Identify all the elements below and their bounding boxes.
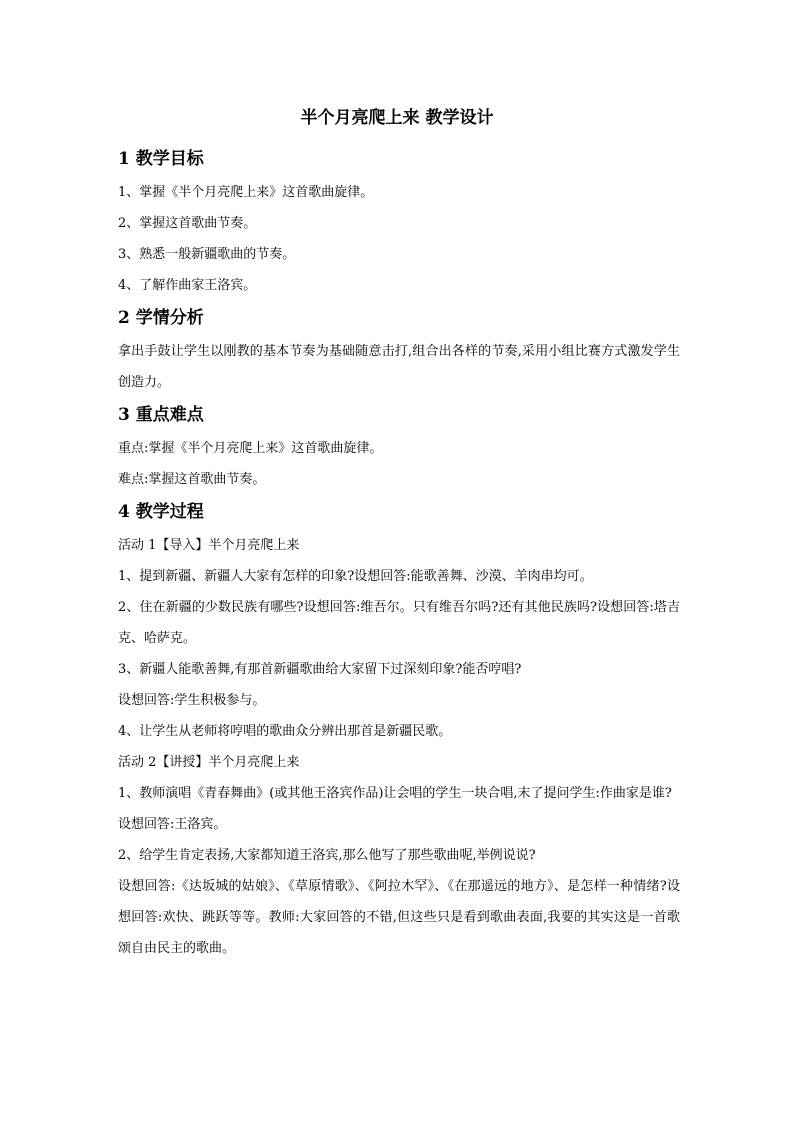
paragraph: 2、掌握这首歌曲节奏。 xyxy=(118,216,257,231)
document-body xyxy=(118,144,680,964)
section-student-analysis xyxy=(118,303,680,398)
section-heading: 2 学情分析 xyxy=(118,308,204,328)
section-heading: 1 教学目标 xyxy=(118,149,204,169)
paragraph: 活动 1【导入】半个月亮爬上来 xyxy=(118,538,300,553)
paragraph: 4、了解作曲家王洛宾。 xyxy=(118,278,257,293)
document-title: 半个月亮爬上来 教学设计 xyxy=(300,108,494,128)
paragraph: 重点:掌握《半个月亮爬上来》这首歌曲旋律。 xyxy=(118,441,383,456)
paragraph: 3、新疆人能歌善舞,有那首新疆歌曲给大家留下过深刻印象?能否哼唱? xyxy=(118,662,522,677)
paragraph: 3、熟悉一般新疆歌曲的节奏。 xyxy=(118,247,296,262)
paragraph: 1、提到新疆、新疆人大家有怎样的印象?设想回答:能歌善舞、沙漠、羊肉串均可。 xyxy=(118,569,593,584)
section-key-points xyxy=(118,400,680,495)
paragraph: 1、教师演唱《青春舞曲》(或其他王洛宾作品)让会唱的学生一块合唱,末了提问学生:作曲家是谁? xyxy=(118,786,672,801)
section-heading: 4 教学过程 xyxy=(118,502,204,522)
paragraph: 设想回答:学生积极参与。 xyxy=(118,693,266,708)
paragraph: 设想回答:《达坂城的姑娘》、《草原情歌》、《阿拉木罕》、《在那遥远的地方》、是怎样一种情绪?设想回答:欢快、跳跃等等。教师:大家回答的不错,但这些只是看到歌曲表面,我要的其实这是一首歌颂自由民主的歌曲。 xyxy=(118,879,680,956)
paragraph: 活动 2【讲授】半个月亮爬上来 xyxy=(118,755,300,770)
paragraph: 1、掌握《半个月亮爬上来》这首歌曲旋律。 xyxy=(118,185,374,200)
section-teaching-process xyxy=(118,497,680,964)
section-teaching-goals xyxy=(118,144,680,301)
paragraph: 设想回答:王洛宾。 xyxy=(118,817,227,832)
paragraph: 4、让学生从老师将哼唱的歌曲众分辨出那首是新疆民歌。 xyxy=(118,724,452,739)
section-heading: 3 重点难点 xyxy=(118,405,204,425)
paragraph: 2、给学生肯定表扬,大家都知道王洛宾,那么他写了那些歌曲呢,举例说说? xyxy=(118,848,536,863)
paragraph: 2、住在新疆的少数民族有哪些?设想回答:维吾尔。只有维吾尔吗?还有其他民族吗?设想回答:塔吉克、哈萨克。 xyxy=(118,600,680,646)
paragraph: 拿出手鼓让学生以刚教的基本节奏为基础随意击打,组合出各样的节奏,采用小组比赛方式激发学生创造力。 xyxy=(118,344,680,390)
paragraph: 难点:掌握这首歌曲节奏。 xyxy=(118,472,266,487)
